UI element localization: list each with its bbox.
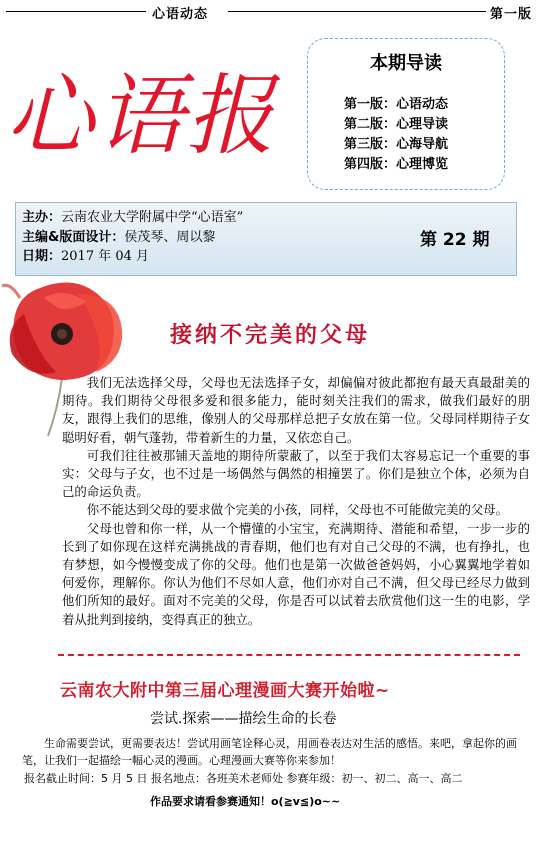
host-row <box>22 209 243 227</box>
article-paragraph: 父母也曾和你一样，从一个懵懂的小宝宝，充满期待、潜能和希望，一步一步的长到了如你现在这样充满挑战的青春期，他们也有对自己父母的不满，也有挣扎，也有梦想，如今慢慢变成了你的父母。他们也是第一次做爸爸妈妈，小心翼翼地学着如何爱你，理解你。你认为他们不尽如人意，他们亦对自己不满，但父母已经尽力做到他们所知的最好。面对不完美的父母，你是否可以试着去欣赏他们这一生的电影，学着从批判到接纳，变得真正的独立。 <box>62 520 530 627</box>
contents-list <box>344 95 448 175</box>
contest-info: 报名截止时间：5 月 5 日 报名地点：各班美术老师处 参赛年级：初一、初二、高一、高二 <box>24 772 463 785</box>
date-row <box>22 248 149 266</box>
info-box <box>15 202 517 276</box>
header-page: 第一版 <box>490 7 533 22</box>
contest-subtitle: 尝试.探索——描绘生命的长卷 <box>150 711 337 727</box>
header-rule-left <box>6 11 146 12</box>
contents-item: 第三版：心海导航 <box>344 137 449 152</box>
editor-label: 主编&版面设计： <box>22 230 125 245</box>
contest-body <box>22 735 522 769</box>
masthead-title: 心语报 <box>6 64 277 167</box>
contest-note: 作品要求请看参赛通知！o(≧v≦)o~~ <box>150 795 341 808</box>
contents-title: 本期导读 <box>370 53 442 74</box>
editor-value: 侯茂琴、周以黎 <box>124 230 216 245</box>
contents-item: 第一版：心语动态 <box>344 97 449 112</box>
date-label: 日期： <box>22 249 62 264</box>
issue-number: 第 22 期 <box>420 230 490 250</box>
article-paragraph: 我们无法选择父母，父母也无法选择子女，却偏偏对彼此都抱有最天真最甜美的期待。我们期待父母很多爱和很多能力，能时刻关注我们的需求，做我们最好的朋友，跟得上我们的思维，像别人的父母那样总把子女放在第一位。父母同样期待子女聪明好看，朝气蓬勃，带着新生的力量，又依恋自己。 <box>62 375 530 445</box>
article-body <box>62 374 530 629</box>
host-label: 主办： <box>22 210 62 225</box>
host-value: 云南农业大学附属中学“心语室” <box>61 210 244 225</box>
header-rule-right <box>228 11 486 12</box>
contents-item: 第二版：心理导读 <box>344 117 449 132</box>
contest-title: 云南农大附中第三届心理漫画大赛开始啦~ <box>60 681 390 701</box>
section-divider <box>58 654 520 656</box>
contest-paragraph: 生命需要尝试，更需要表达！尝试用画笔诠释心灵，用画卷表达对生活的感悟。来吧，拿起你的画笔，让我们一起描绘一幅心灵的漫画。心理漫画大赛等你来参加！ <box>22 737 517 767</box>
header-section: 心语动态 <box>152 7 209 22</box>
contents-box <box>307 38 505 190</box>
article-paragraph: 你不能达到父母的要求做个完美的小孩，同样，父母也不可能做完美的父母。 <box>86 502 509 518</box>
editor-row <box>22 229 215 247</box>
article-title: 接纳不完美的父母 <box>170 323 371 348</box>
article-paragraph: 可我们往往被那铺天盖地的期待所蒙蔽了，以至于我们太容易忘记一个重要的事实：父母与子女，也不过是一场偶然与偶然的相撞罢了。你们是独立个体，必须为自己的命运负责。 <box>62 447 530 500</box>
date-value: 2017 年 04 月 <box>61 249 150 264</box>
running-header <box>6 4 536 22</box>
contents-item: 第四版：心理博览 <box>344 157 449 172</box>
